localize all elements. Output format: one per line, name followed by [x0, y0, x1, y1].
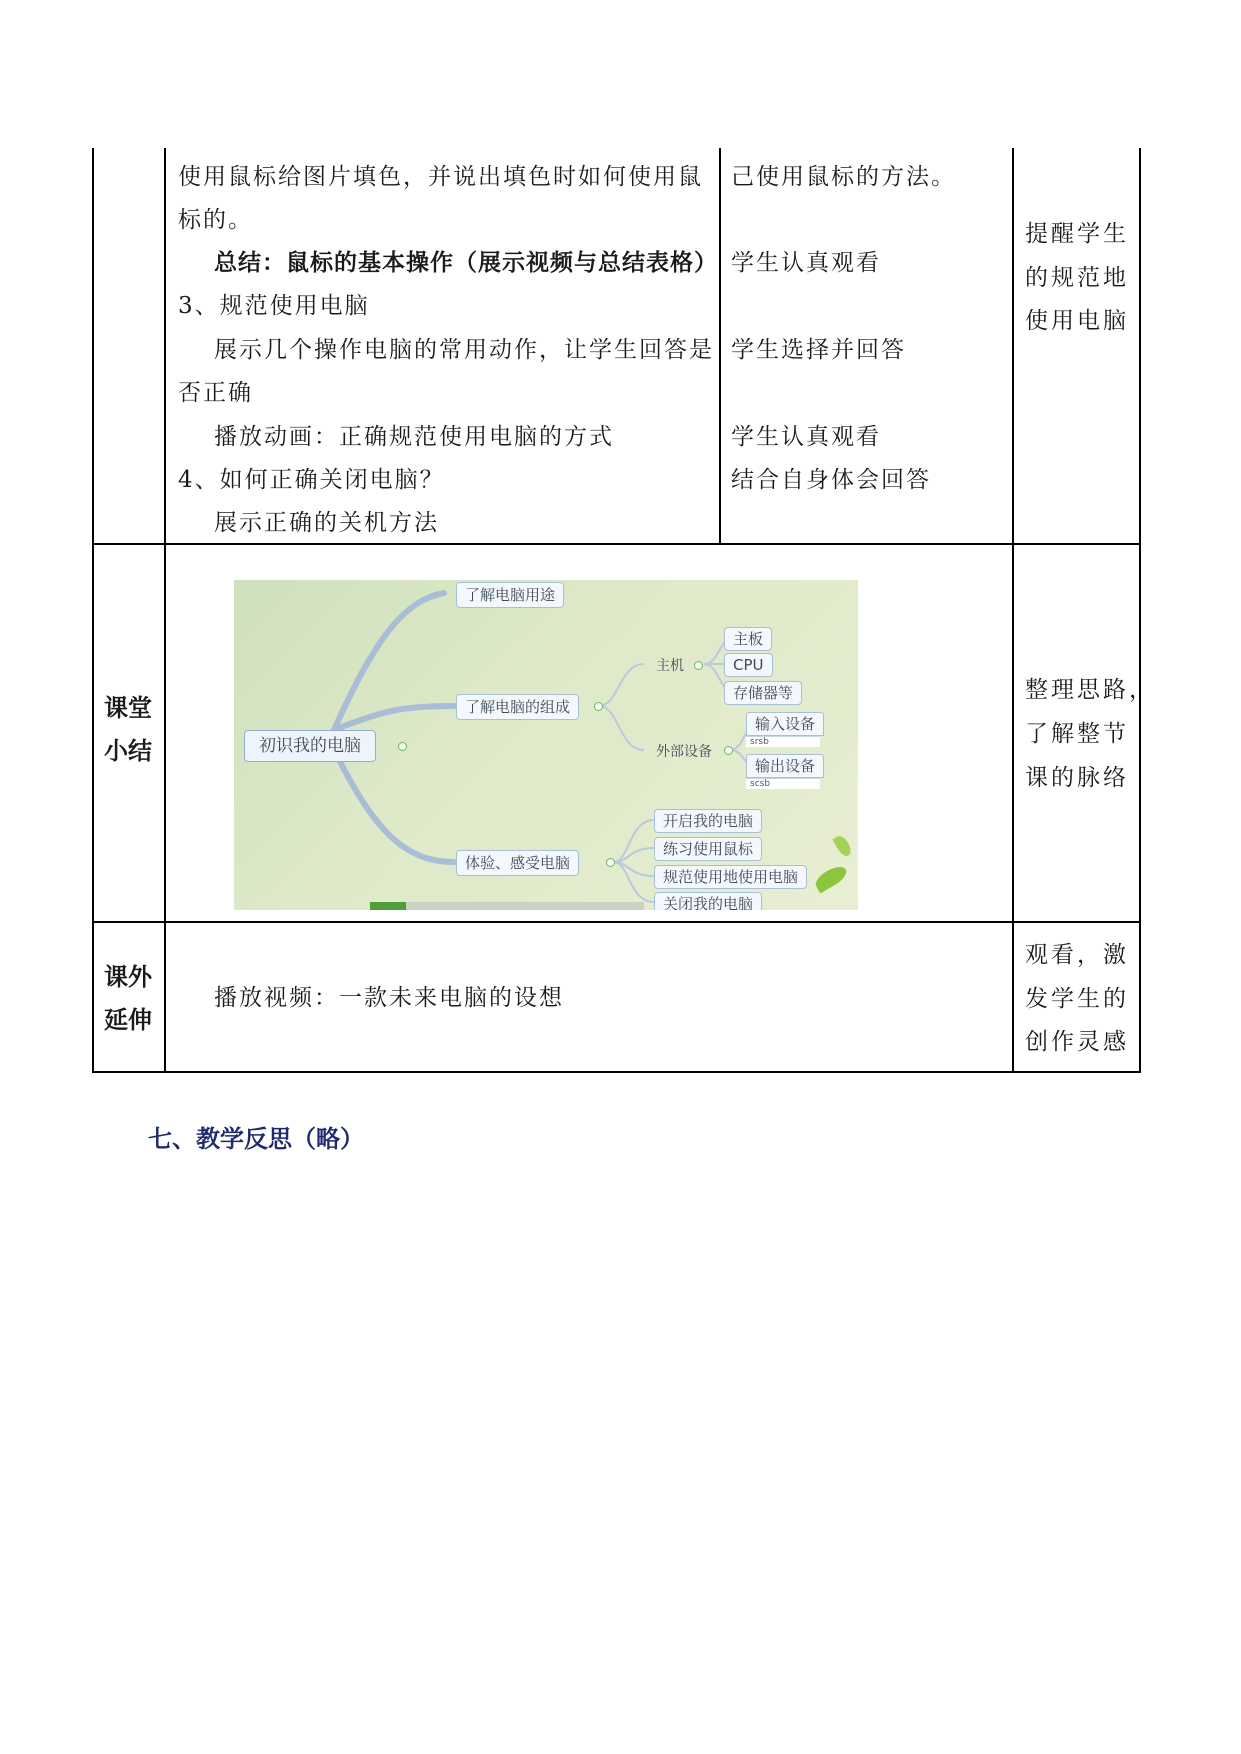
collapse-dot-icon	[594, 702, 603, 711]
mindmap-branch-usage: 了解电脑用途	[456, 582, 564, 608]
intent-line: 整理思路，	[1025, 677, 1155, 703]
activity-line: 学生选择并回答	[731, 337, 906, 363]
table-border-bottom	[92, 1071, 1140, 1073]
intent-line: 提醒学生	[1025, 221, 1129, 247]
activity-line: 己使用鼠标的方法。	[731, 164, 956, 190]
intent-line: 使用电脑	[1025, 308, 1129, 334]
table-divider-label	[164, 148, 166, 1073]
table-divider-intent	[1012, 148, 1014, 1073]
extension-content: 播放视频：一款未来电脑的设想	[214, 985, 564, 1011]
intent-line: 创作灵感	[1025, 1029, 1129, 1055]
collapse-dot-icon	[724, 746, 733, 755]
content-line: 播放动画：正确规范使用电脑的方式	[214, 424, 614, 450]
content-line: 3、规范使用电脑	[178, 293, 370, 319]
table-border-right	[1139, 148, 1141, 1073]
section-heading: 七、教学反思（略）	[148, 1125, 364, 1153]
intent-line: 发学生的	[1025, 986, 1129, 1012]
collapse-dot-icon	[694, 661, 703, 670]
mindmap-leaf-mainboard: 主板	[724, 627, 772, 651]
collapse-dot-icon	[606, 858, 615, 867]
activity-line: 学生认真观看	[731, 250, 881, 276]
mindmap-leaf-input: 输入设备	[746, 712, 824, 736]
row-divider-2	[92, 921, 1140, 923]
content-line-bold: 总结：鼠标的基本操作（展示视频与总结表格）	[214, 250, 718, 276]
mindmap-node-host: 主机	[656, 658, 684, 674]
activity-line: 结合自身体会回答	[731, 467, 931, 493]
viewer-toolbar	[370, 902, 644, 910]
activity-line: 学生认真观看	[731, 424, 881, 450]
intent-line: 的规范地	[1025, 265, 1129, 291]
content-line: 否正确	[178, 380, 253, 406]
extension-label: 课外	[104, 963, 152, 991]
mindmap-branch-experience: 体验、感受电脑	[456, 850, 579, 876]
mindmap-root-node: 初识我的电脑	[244, 730, 376, 762]
intent-line: 观看，激	[1025, 942, 1129, 968]
mindmap-image	[234, 580, 858, 910]
mindmap-leaf-cpu: CPU	[724, 653, 773, 677]
content-line: 展示正确的关机方法	[214, 510, 439, 536]
mindmap-leaf-experience: 关闭我的电脑	[654, 892, 762, 910]
summary-label: 小结	[104, 737, 152, 765]
summary-label: 课堂	[104, 694, 152, 722]
mindmap-leaf-experience: 规范使用地使用电脑	[654, 865, 807, 889]
table-border-left	[92, 148, 94, 1073]
content-line: 展示几个操作电脑的常用动作，让学生回答是	[214, 337, 714, 363]
table-divider-activity	[719, 148, 721, 544]
intent-line: 了解整节	[1025, 721, 1129, 747]
extension-label: 延伸	[104, 1006, 152, 1034]
content-line: 使用鼠标给图片填色，并说出填色时如何使用鼠	[178, 164, 703, 190]
mindmap-leaf-experience: 开启我的电脑	[654, 809, 762, 833]
mindmap-node-peripherals: 外部设备	[656, 744, 712, 760]
mindmap-leaf-experience: 练习使用鼠标	[654, 837, 762, 861]
intent-line: 课的脉络	[1025, 765, 1129, 791]
mindmap-note-input: srsb	[746, 736, 820, 747]
mindmap-leaf-storage: 存储器等	[724, 681, 802, 705]
content-line: 标的。	[178, 207, 253, 233]
mindmap-note-output: scsb	[746, 778, 820, 789]
collapse-dot-icon	[398, 742, 407, 751]
mindmap-leaf-output: 输出设备	[746, 754, 824, 778]
mindmap-branch-composition: 了解电脑的组成	[456, 694, 579, 720]
content-line: 4、如何正确关闭电脑？	[178, 467, 445, 493]
